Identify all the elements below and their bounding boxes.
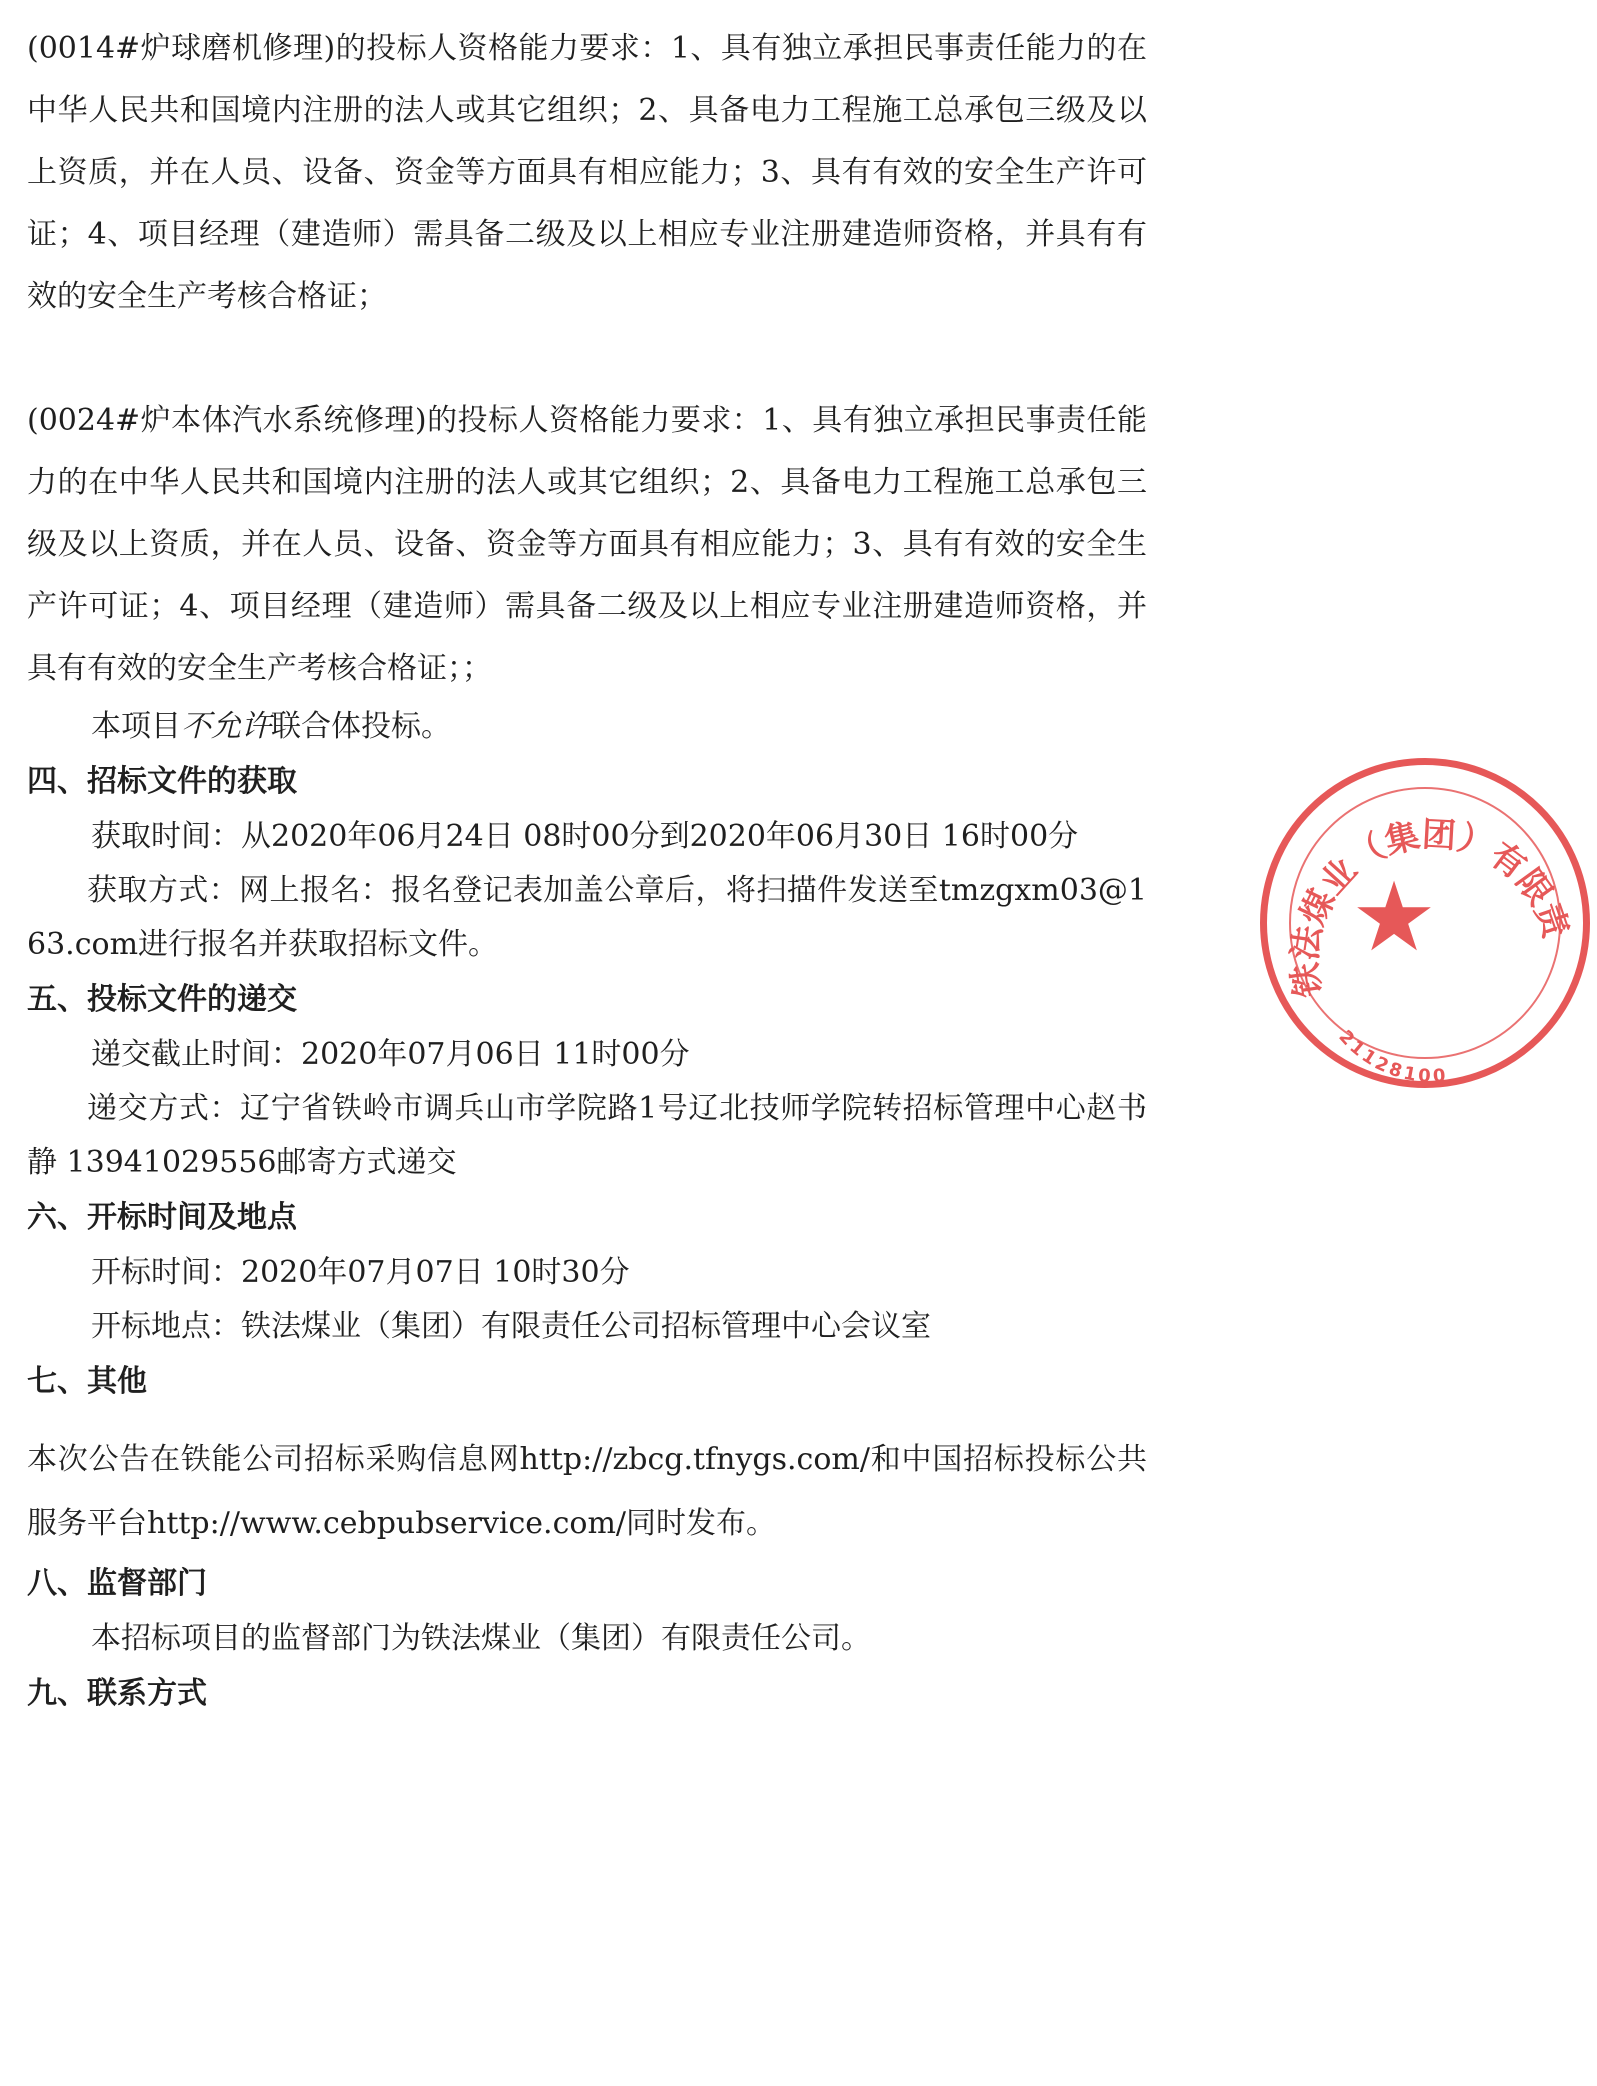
acquisition-time: 获取时间：从2020年06月24日 08时00分到2020年06月30日 16时00分 [91,819,1079,854]
opening-time: 开标时间：2020年07月07日 10时30分 [91,1255,630,1290]
seal-company-text: 铁法煤业（集团）有限责 [1285,814,1576,1000]
publication-notice: 本次公告在铁能公司招标采购信息网http://zbcg.tfnygs.com/和中国招标投标公共服务平台http://www.cebpubservice.com/同时发布。 [27,1442,1147,1541]
company-seal [1260,758,1590,1088]
document-page [27,18,1147,1722]
requirement-0014-paragraph: (0014#炉球磨机修理)的投标人资格能力要求：1、具有独立承担民事责任能力的在中华人民共和国境内注册的法人或其它组织；2、具备电力工程施工总承包三级及以上资质，并在人员、设备、资金等方面具有相应能力；3、具有有效的安全生产许可证；4、项目经理（建造师）需具备二级及以上相应专业注册建造师资格，并具有有效的安全生产考核合格证； [27,31,1147,314]
supervision-text: 本招标项目的监督部门为铁法煤业（集团）有限责任公司。 [91,1621,871,1656]
acquisition-method: 获取方式：网上报名：报名登记表加盖公章后，将扫描件发送至tmzgxm03@163.com进行报名并获取招标文件。 [27,873,1147,962]
section-6-heading: 六、开标时间及地点 [27,1200,297,1235]
svg-text:铁法煤业（集团）有限责 [1285,815,1576,1001]
spacer [27,328,1147,390]
section-5-heading: 五、投标文件的递交 [27,982,297,1017]
svg-text:21128100 [1334,1026,1449,1087]
opening-place: 开标地点：铁法煤业（集团）有限责任公司招标管理中心会议室 [91,1309,931,1344]
section-7-heading: 七、其他 [27,1364,147,1399]
section-9-heading: 九、联系方式 [27,1676,207,1711]
consortium-prefix: 本项目 [91,709,181,744]
consortium-statement [27,700,1147,754]
section-4-heading: 四、招标文件的获取 [27,764,297,799]
submission-method: 递交方式：辽宁省铁岭市调兵山市学院路1号辽北技师学院转招标管理中心赵书静 13941029556邮寄方式递交 [27,1091,1147,1180]
seal-inner-ring [1289,787,1561,1059]
consortium-suffix: 联合体投标。 [271,709,451,744]
seal-text-ring [1267,765,1597,1095]
seal-star-icon: ★ [1351,861,1438,973]
consortium-italic: 不允许 [181,709,271,744]
requirement-0024-paragraph: (0024#炉本体汽水系统修理)的投标人资格能力要求：1、具有独立承担民事责任能力的在中华人民共和国境内注册的法人或其它组织；2、具备电力工程施工总承包三级及以上资质，并在人员、设备、资金等方面具有相应能力；3、具有有效的安全生产许可证；4、项目经理（建造师）需具备二级及以上相应专业注册建造师资格，并具有有效的安全生产考核合格证；； [27,403,1147,686]
spacer [27,1410,1147,1428]
submission-deadline: 递交截止时间：2020年07月06日 11时00分 [91,1037,690,1072]
section-8-heading: 八、监督部门 [27,1566,207,1601]
seal-number-text: 21128100 [1334,1026,1450,1088]
